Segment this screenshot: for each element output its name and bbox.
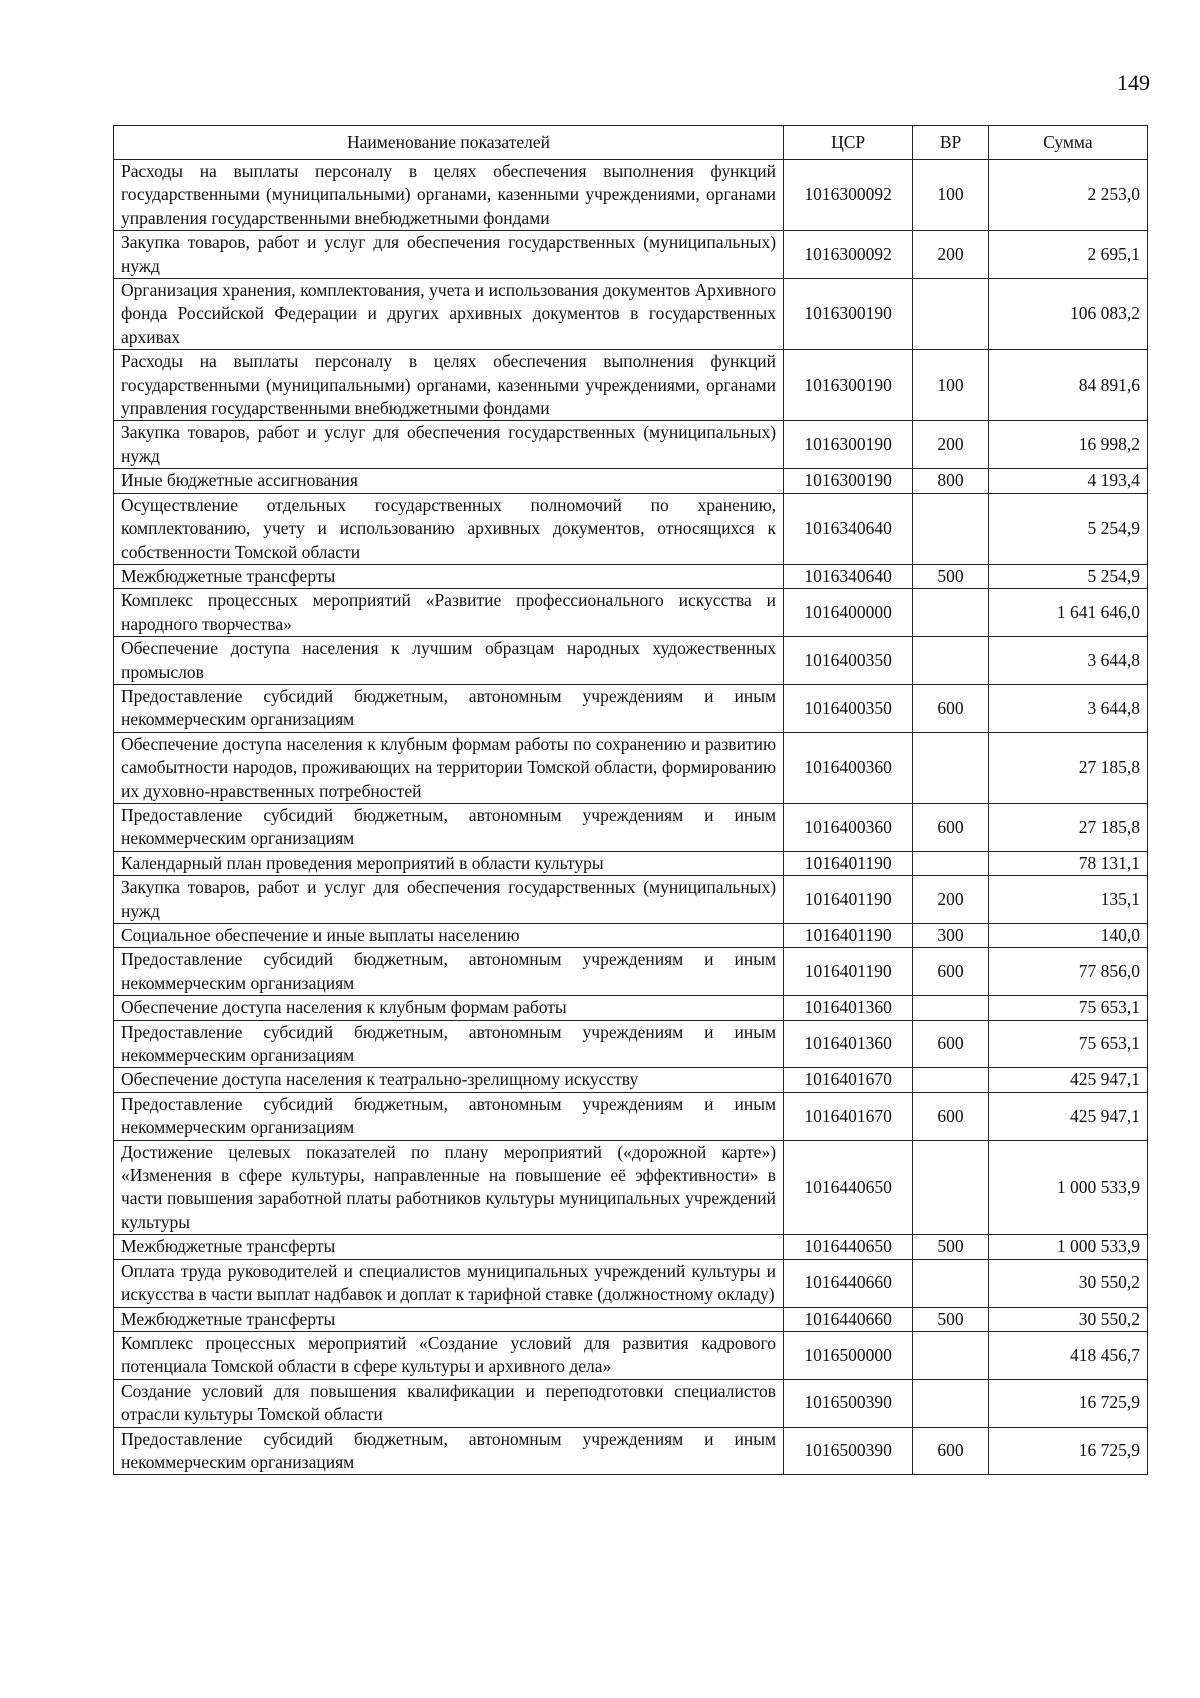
table-header: [114, 126, 1148, 160]
row-vr-cell: [913, 493, 988, 564]
row-name-cell: Межбюджетные трансферты: [114, 564, 784, 588]
row-name-cell: Обеспечение доступа населения к клубным формам работы: [114, 996, 784, 1020]
row-name-cell: Предоставление субсидий бюджетным, автономным учреждениям и иным некоммерческим организациям: [114, 1020, 784, 1068]
row-sum-cell: 1 000 533,9: [988, 1140, 1147, 1235]
table-row: [114, 1235, 1148, 1259]
row-vr-cell: 600: [913, 1427, 988, 1475]
row-sum-cell: 4 193,4: [988, 469, 1147, 493]
row-name-cell: Календарный план проведения мероприятий в области культуры: [114, 851, 784, 875]
row-csr-cell: 1016300190: [784, 279, 913, 350]
row-vr-cell: 100: [913, 160, 988, 231]
row-csr-cell: 1016401190: [784, 851, 913, 875]
row-vr-cell: [913, 1259, 988, 1307]
row-sum-cell: 27 185,8: [988, 732, 1147, 803]
row-sum-cell: 16 725,9: [988, 1379, 1147, 1427]
table-row: [114, 469, 1148, 493]
row-vr-cell: 100: [913, 350, 988, 421]
row-vr-cell: [913, 1331, 988, 1379]
row-name-cell: Социальное обеспечение и иные выплаты населению: [114, 924, 784, 948]
table-row: [114, 1331, 1148, 1379]
table-row: [114, 732, 1148, 803]
row-name-cell: Обеспечение доступа населения к клубным формам работы по сохранению и развитию самобытности народов, проживающих на территории Томской области, формированию их духовно-нравственных потребностей: [114, 732, 784, 803]
row-csr-cell: 1016401670: [784, 1068, 913, 1092]
row-vr-cell: [913, 637, 988, 685]
row-csr-cell: 1016401190: [784, 876, 913, 924]
header-csr: ЦСР: [784, 126, 913, 160]
row-vr-cell: 600: [913, 1092, 988, 1140]
row-name-cell: Расходы на выплаты персоналу в целях обеспечения выполнения функций государственными (муниципальными) органами, казенными учреждениями, органами управления государственными внебюджетными фондами: [114, 350, 784, 421]
row-sum-cell: 16 725,9: [988, 1427, 1147, 1475]
row-sum-cell: 3 644,8: [988, 637, 1147, 685]
row-vr-cell: [913, 589, 988, 637]
row-sum-cell: 135,1: [988, 876, 1147, 924]
row-name-cell: Организация хранения, комплектования, учета и использования документов Архивного фонда Российской Федерации и других архивных документов в государственных архивах: [114, 279, 784, 350]
row-sum-cell: 84 891,6: [988, 350, 1147, 421]
row-sum-cell: 425 947,1: [988, 1068, 1147, 1092]
header-vr: ВР: [913, 126, 988, 160]
row-csr-cell: 1016300092: [784, 231, 913, 279]
row-name-cell: Межбюджетные трансферты: [114, 1307, 784, 1331]
table-row: [114, 564, 1148, 588]
row-name-cell: Закупка товаров, работ и услуг для обеспечения государственных (муниципальных) нужд: [114, 231, 784, 279]
row-sum-cell: 2 695,1: [988, 231, 1147, 279]
row-csr-cell: 1016401670: [784, 1092, 913, 1140]
table-row: [114, 421, 1148, 469]
row-name-cell: Обеспечение доступа населения к театрально-зрелищному искусству: [114, 1068, 784, 1092]
table-row: [114, 1427, 1148, 1475]
row-vr-cell: [913, 732, 988, 803]
row-vr-cell: 200: [913, 876, 988, 924]
row-name-cell: Предоставление субсидий бюджетным, автономным учреждениям и иным некоммерческим организациям: [114, 948, 784, 996]
table-row: [114, 1020, 1148, 1068]
table-row: [114, 160, 1148, 231]
table-row: [114, 803, 1148, 851]
row-vr-cell: [913, 279, 988, 350]
row-csr-cell: 1016400000: [784, 589, 913, 637]
table-row: [114, 350, 1148, 421]
row-csr-cell: 1016440660: [784, 1307, 913, 1331]
table-row: [114, 1379, 1148, 1427]
row-name-cell: Предоставление субсидий бюджетным, автономным учреждениям и иным некоммерческим организациям: [114, 803, 784, 851]
row-vr-cell: [913, 1140, 988, 1235]
row-vr-cell: 800: [913, 469, 988, 493]
table-row: [114, 279, 1148, 350]
row-sum-cell: 30 550,2: [988, 1259, 1147, 1307]
table-row: [114, 637, 1148, 685]
row-csr-cell: 1016340640: [784, 564, 913, 588]
table-row: [114, 948, 1148, 996]
row-csr-cell: 1016400360: [784, 732, 913, 803]
row-vr-cell: 200: [913, 421, 988, 469]
table-row: [114, 684, 1148, 732]
row-sum-cell: 77 856,0: [988, 948, 1147, 996]
row-vr-cell: 500: [913, 1307, 988, 1331]
table-row: [114, 924, 1148, 948]
row-name-cell: Предоставление субсидий бюджетным, автономным учреждениям и иным некоммерческим организациям: [114, 684, 784, 732]
row-csr-cell: 1016401360: [784, 996, 913, 1020]
row-name-cell: Закупка товаров, работ и услуг для обеспечения государственных (муниципальных) нужд: [114, 421, 784, 469]
row-csr-cell: 1016400350: [784, 684, 913, 732]
row-name-cell: Закупка товаров, работ и услуг для обеспечения государственных (муниципальных) нужд: [114, 876, 784, 924]
row-sum-cell: 5 254,9: [988, 564, 1147, 588]
row-name-cell: Расходы на выплаты персоналу в целях обеспечения выполнения функций государственными (муниципальными) органами, казенными учреждениями, органами управления государственными внебюджетными фондами: [114, 160, 784, 231]
row-vr-cell: 600: [913, 803, 988, 851]
row-sum-cell: 1 641 646,0: [988, 589, 1147, 637]
row-csr-cell: 1016401190: [784, 924, 913, 948]
table-row: [114, 1140, 1148, 1235]
row-name-cell: Комплекс процессных мероприятий «Развитие профессионального искусства и народного творчества»: [114, 589, 784, 637]
row-name-cell: Комплекс процессных мероприятий «Создание условий для развития кадрового потенциала Томской области в сфере культуры и архивного дела»: [114, 1331, 784, 1379]
row-csr-cell: 1016300092: [784, 160, 913, 231]
row-name-cell: Оплата труда руководителей и специалистов муниципальных учреждений культуры и искусства в части выплат надбавок и доплат к тарифной ставке (должностному окладу): [114, 1259, 784, 1307]
row-csr-cell: 1016440650: [784, 1235, 913, 1259]
table-row: [114, 231, 1148, 279]
row-csr-cell: 1016400350: [784, 637, 913, 685]
budget-table: [113, 125, 1148, 1475]
row-sum-cell: 5 254,9: [988, 493, 1147, 564]
header-name: Наименование показателей: [114, 126, 784, 160]
row-vr-cell: 600: [913, 948, 988, 996]
row-sum-cell: 78 131,1: [988, 851, 1147, 875]
row-vr-cell: 600: [913, 684, 988, 732]
row-sum-cell: 2 253,0: [988, 160, 1147, 231]
table-row: [114, 851, 1148, 875]
row-sum-cell: 30 550,2: [988, 1307, 1147, 1331]
table-row: [114, 1092, 1148, 1140]
row-csr-cell: 1016340640: [784, 493, 913, 564]
row-vr-cell: 300: [913, 924, 988, 948]
row-name-cell: Обеспечение доступа населения к лучшим образцам народных художественных промыслов: [114, 637, 784, 685]
header-sum: Сумма: [988, 126, 1147, 160]
row-sum-cell: 140,0: [988, 924, 1147, 948]
row-sum-cell: 425 947,1: [988, 1092, 1147, 1140]
page-number: 149: [1117, 70, 1150, 95]
table-row: [114, 1068, 1148, 1092]
row-name-cell: Предоставление субсидий бюджетным, автономным учреждениям и иным некоммерческим организациям: [114, 1427, 784, 1475]
row-csr-cell: 1016500000: [784, 1331, 913, 1379]
row-name-cell: Предоставление субсидий бюджетным, автономным учреждениям и иным некоммерческим организациям: [114, 1092, 784, 1140]
row-sum-cell: 3 644,8: [988, 684, 1147, 732]
row-csr-cell: 1016500390: [784, 1427, 913, 1475]
row-sum-cell: 75 653,1: [988, 1020, 1147, 1068]
row-vr-cell: 600: [913, 1020, 988, 1068]
table-row: [114, 996, 1148, 1020]
row-sum-cell: 106 083,2: [988, 279, 1147, 350]
table-row: [114, 876, 1148, 924]
row-vr-cell: [913, 1068, 988, 1092]
row-sum-cell: 75 653,1: [988, 996, 1147, 1020]
table-row: [114, 1259, 1148, 1307]
row-vr-cell: 200: [913, 231, 988, 279]
table-body: [114, 160, 1148, 1475]
row-csr-cell: 1016500390: [784, 1379, 913, 1427]
row-name-cell: Создание условий для повышения квалификации и переподготовки специалистов отрасли культуры Томской области: [114, 1379, 784, 1427]
row-name-cell: Достижение целевых показателей по плану мероприятий («дорожной карте») «Изменения в сфере культуры, направленные на повышение её эффективности» в части повышения заработной платы работников культуры муниципальных учреждений культуры: [114, 1140, 784, 1235]
row-vr-cell: [913, 1379, 988, 1427]
row-csr-cell: 1016300190: [784, 350, 913, 421]
row-csr-cell: 1016401360: [784, 1020, 913, 1068]
row-name-cell: Осуществление отдельных государственных полномочий по хранению, комплектованию, учету и использованию архивных документов, относящихся к собственности Томской области: [114, 493, 784, 564]
row-vr-cell: [913, 996, 988, 1020]
row-csr-cell: 1016401190: [784, 948, 913, 996]
row-sum-cell: 418 456,7: [988, 1331, 1147, 1379]
row-csr-cell: 1016300190: [784, 421, 913, 469]
row-name-cell: Межбюджетные трансферты: [114, 1235, 784, 1259]
row-vr-cell: 500: [913, 1235, 988, 1259]
table-row: [114, 1307, 1148, 1331]
row-vr-cell: 500: [913, 564, 988, 588]
header-row: [114, 126, 1148, 160]
row-sum-cell: 1 000 533,9: [988, 1235, 1147, 1259]
row-csr-cell: 1016440650: [784, 1140, 913, 1235]
row-sum-cell: 27 185,8: [988, 803, 1147, 851]
row-csr-cell: 1016440660: [784, 1259, 913, 1307]
row-csr-cell: 1016400360: [784, 803, 913, 851]
row-csr-cell: 1016300190: [784, 469, 913, 493]
row-vr-cell: [913, 851, 988, 875]
table-row: [114, 493, 1148, 564]
table-row: [114, 589, 1148, 637]
row-sum-cell: 16 998,2: [988, 421, 1147, 469]
row-name-cell: Иные бюджетные ассигнования: [114, 469, 784, 493]
